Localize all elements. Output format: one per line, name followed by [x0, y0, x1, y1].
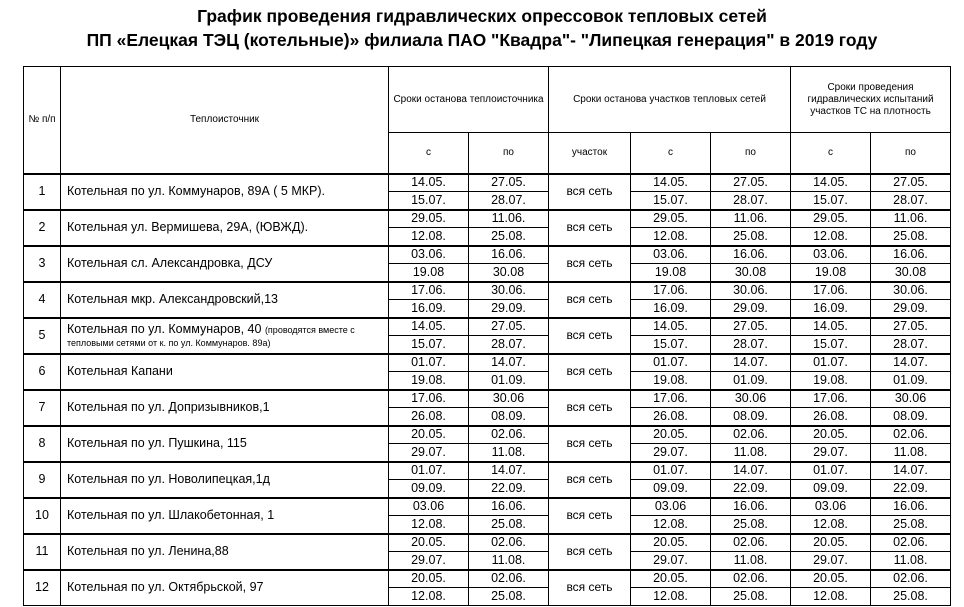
test-to: 22.09. — [871, 480, 951, 498]
source-stop-from: 12.08. — [389, 516, 469, 534]
section-stop-to: 30.06. — [711, 282, 791, 300]
section-cell: вся сеть — [549, 498, 631, 534]
section-stop-to: 02.06. — [711, 426, 791, 444]
section-stop-from: 14.05. — [631, 174, 711, 192]
source-stop-from: 14.05. — [389, 318, 469, 336]
source-stop-from: 29.05. — [389, 210, 469, 228]
test-from: 16.09. — [791, 300, 871, 318]
section-stop-to: 11.08. — [711, 444, 791, 462]
section-stop-from: 15.07. — [631, 336, 711, 354]
section-cell: вся сеть — [549, 390, 631, 426]
source-name — [61, 570, 389, 606]
test-to: 14.07. — [871, 354, 951, 372]
section-stop-to: 30.06 — [711, 390, 791, 408]
page-title: График проведения гидравлических опрессовок тепловых сетей — [197, 6, 767, 26]
source-name-text: Котельная мкр. Александровский,13 — [67, 292, 278, 306]
row-number: 10 — [24, 498, 61, 534]
test-to: 29.09. — [871, 300, 951, 318]
section-stop-from: 19.08 — [631, 264, 711, 282]
section-cell: вся сеть — [549, 318, 631, 354]
source-stop-from: 20.05. — [389, 534, 469, 552]
source-name-text: Котельная по ул. Шлакобетонная, 1 — [67, 508, 275, 522]
section-stop-from: 03.06 — [631, 498, 711, 516]
section-stop-from: 12.08. — [631, 588, 711, 606]
table-row — [24, 210, 951, 228]
header-to: по — [469, 133, 549, 174]
section-stop-to: 02.06. — [711, 534, 791, 552]
source-stop-to: 11.06. — [469, 210, 549, 228]
section-stop-from: 29.07. — [631, 444, 711, 462]
source-name — [61, 534, 389, 570]
test-from: 14.05. — [791, 318, 871, 336]
test-from: 20.05. — [791, 570, 871, 588]
table-row — [24, 498, 951, 516]
source-stop-to: 25.08. — [469, 588, 549, 606]
source-stop-to: 28.07. — [469, 336, 549, 354]
section-stop-from: 09.09. — [631, 480, 711, 498]
source-stop-from: 09.09. — [389, 480, 469, 498]
source-note: (проводятся вместе с тепловыми сетями от к. по ул. Коммунаров. 89а) — [67, 324, 355, 348]
test-from: 09.09. — [791, 480, 871, 498]
source-name — [61, 210, 389, 246]
row-number: 4 — [24, 282, 61, 318]
test-to: 30.06 — [871, 390, 951, 408]
test-to: 27.05. — [871, 174, 951, 192]
test-to: 02.06. — [871, 570, 951, 588]
header-stop-source: Сроки останова теплоисточника — [389, 67, 549, 133]
source-stop-from: 19.08. — [389, 372, 469, 390]
test-from: 14.05. — [791, 174, 871, 192]
table-row — [24, 534, 951, 552]
source-stop-from: 15.07. — [389, 336, 469, 354]
section-stop-to: 25.08. — [711, 516, 791, 534]
source-stop-from: 15.07. — [389, 192, 469, 210]
section-stop-to: 29.09. — [711, 300, 791, 318]
section-stop-to: 27.05. — [711, 318, 791, 336]
section-stop-from: 15.07. — [631, 192, 711, 210]
row-number: 1 — [24, 174, 61, 210]
row-number: 7 — [24, 390, 61, 426]
row-number: 11 — [24, 534, 61, 570]
header-source: Теплоисточник — [61, 67, 389, 174]
source-stop-to: 30.08 — [469, 264, 549, 282]
test-from: 20.05. — [791, 534, 871, 552]
source-stop-to: 08.09. — [469, 408, 549, 426]
section-stop-from: 17.06. — [631, 390, 711, 408]
source-stop-from: 20.05. — [389, 426, 469, 444]
header-num: № п/п — [24, 67, 61, 174]
source-name — [61, 354, 389, 390]
source-stop-from: 01.07. — [389, 354, 469, 372]
test-from: 19.08 — [791, 264, 871, 282]
test-to: 28.07. — [871, 192, 951, 210]
source-stop-to: 27.05. — [469, 318, 549, 336]
test-to: 25.08. — [871, 228, 951, 246]
section-cell: вся сеть — [549, 426, 631, 462]
section-stop-to: 30.08 — [711, 264, 791, 282]
source-stop-to: 25.08. — [469, 516, 549, 534]
row-number: 6 — [24, 354, 61, 390]
test-from: 26.08. — [791, 408, 871, 426]
source-name-text: Котельная по ул. Коммунаров, 40 — [67, 321, 262, 336]
header-from: с — [389, 133, 469, 174]
section-cell: вся сеть — [549, 246, 631, 282]
source-name-text: Котельная по ул. Новолипецкая,1д — [67, 472, 270, 486]
header-to: по — [711, 133, 791, 174]
section-stop-to: 11.06. — [711, 210, 791, 228]
source-stop-to: 22.09. — [469, 480, 549, 498]
section-stop-to: 25.08. — [711, 228, 791, 246]
table-row — [24, 354, 951, 372]
source-stop-to: 16.06. — [469, 246, 549, 264]
source-stop-from: 01.07. — [389, 462, 469, 480]
source-stop-from: 17.06. — [389, 390, 469, 408]
test-to: 25.08. — [871, 588, 951, 606]
table-row — [24, 390, 951, 408]
section-stop-from: 12.08. — [631, 228, 711, 246]
test-to: 08.09. — [871, 408, 951, 426]
source-stop-to: 14.07. — [469, 462, 549, 480]
test-to: 11.06. — [871, 210, 951, 228]
source-name — [61, 390, 389, 426]
test-from: 29.07. — [791, 444, 871, 462]
section-stop-to: 16.06. — [711, 498, 791, 516]
test-to: 14.07. — [871, 462, 951, 480]
section-stop-from: 29.07. — [631, 552, 711, 570]
test-to: 02.06. — [871, 426, 951, 444]
source-stop-from: 19.08 — [389, 264, 469, 282]
test-from: 17.06. — [791, 390, 871, 408]
source-name-text: Котельная сл. Александровка, ДСУ — [67, 256, 273, 270]
section-stop-from: 14.05. — [631, 318, 711, 336]
section-stop-to: 28.07. — [711, 336, 791, 354]
table-body — [24, 174, 951, 606]
test-from: 12.08. — [791, 516, 871, 534]
page-subtitle: ПП «Елецкая ТЭЦ (котельные)» филиала ПАО "Квадра"- "Липецкая генерация" в 2019 году — [86, 30, 878, 50]
section-stop-from: 12.08. — [631, 516, 711, 534]
table-row — [24, 282, 951, 300]
test-from: 03.06 — [791, 498, 871, 516]
test-to: 27.05. — [871, 318, 951, 336]
section-stop-to: 08.09. — [711, 408, 791, 426]
row-number: 5 — [24, 318, 61, 354]
source-name-text: Котельная по ул. Пушкина, 115 — [67, 436, 247, 450]
section-stop-from: 16.09. — [631, 300, 711, 318]
section-cell: вся сеть — [549, 282, 631, 318]
source-stop-from: 26.08. — [389, 408, 469, 426]
test-to: 01.09. — [871, 372, 951, 390]
section-cell: вся сеть — [549, 462, 631, 498]
source-stop-to: 01.09. — [469, 372, 549, 390]
source-stop-from: 12.08. — [389, 228, 469, 246]
source-name — [61, 318, 389, 354]
test-to: 30.06. — [871, 282, 951, 300]
test-from: 19.08. — [791, 372, 871, 390]
table-row — [24, 426, 951, 444]
source-name — [61, 246, 389, 282]
section-cell: вся сеть — [549, 534, 631, 570]
test-from: 01.07. — [791, 462, 871, 480]
section-cell: вся сеть — [549, 174, 631, 210]
source-stop-to: 02.06. — [469, 426, 549, 444]
row-number: 3 — [24, 246, 61, 282]
source-stop-to: 11.08. — [469, 444, 549, 462]
row-number: 9 — [24, 462, 61, 498]
row-number: 2 — [24, 210, 61, 246]
test-from: 12.08. — [791, 588, 871, 606]
test-to: 16.06. — [871, 498, 951, 516]
section-cell: вся сеть — [549, 570, 631, 606]
section-stop-to: 02.06. — [711, 570, 791, 588]
source-stop-to: 30.06 — [469, 390, 549, 408]
table-row — [24, 570, 951, 588]
section-stop-to: 27.05. — [711, 174, 791, 192]
table-row — [24, 246, 951, 264]
source-name-text: Котельная по ул. Ленина,88 — [67, 544, 229, 558]
header-to: по — [871, 133, 951, 174]
row-number: 12 — [24, 570, 61, 606]
section-stop-to: 11.08. — [711, 552, 791, 570]
source-stop-from: 14.05. — [389, 174, 469, 192]
source-stop-to: 14.07. — [469, 354, 549, 372]
header-section: участок — [549, 133, 631, 174]
source-name — [61, 174, 389, 210]
schedule-table — [23, 66, 951, 606]
source-stop-from: 17.06. — [389, 282, 469, 300]
test-to: 02.06. — [871, 534, 951, 552]
source-stop-to: 11.08. — [469, 552, 549, 570]
header-from: с — [791, 133, 871, 174]
section-stop-from: 19.08. — [631, 372, 711, 390]
source-name — [61, 462, 389, 498]
source-stop-from: 12.08. — [389, 588, 469, 606]
source-stop-from: 20.05. — [389, 570, 469, 588]
test-from: 15.07. — [791, 336, 871, 354]
section-stop-from: 17.06. — [631, 282, 711, 300]
test-to: 30.08 — [871, 264, 951, 282]
source-name-text: Котельная Капани — [67, 364, 173, 378]
source-name — [61, 282, 389, 318]
header-tests: Сроки проведения гидравлических испытаний участков ТС на плотность — [791, 67, 951, 133]
source-stop-from: 03.06. — [389, 246, 469, 264]
section-stop-from: 20.05. — [631, 426, 711, 444]
source-name-text: Котельная по ул. Допризывников,1 — [67, 400, 270, 414]
header-stop-sections: Сроки останова участков тепловых сетей — [549, 67, 791, 133]
source-name-text: Котельная ул. Вермишева, 29А, (ЮВЖД). — [67, 220, 309, 234]
section-stop-from: 01.07. — [631, 354, 711, 372]
test-to: 11.08. — [871, 444, 951, 462]
test-from: 29.05. — [791, 210, 871, 228]
source-stop-from: 16.09. — [389, 300, 469, 318]
source-stop-from: 29.07. — [389, 552, 469, 570]
section-stop-to: 14.07. — [711, 462, 791, 480]
section-stop-to: 14.07. — [711, 354, 791, 372]
source-stop-from: 29.07. — [389, 444, 469, 462]
source-stop-to: 27.05. — [469, 174, 549, 192]
test-to: 16.06. — [871, 246, 951, 264]
section-cell: вся сеть — [549, 210, 631, 246]
section-stop-from: 29.05. — [631, 210, 711, 228]
source-stop-to: 16.06. — [469, 498, 549, 516]
section-stop-from: 01.07. — [631, 462, 711, 480]
test-from: 29.07. — [791, 552, 871, 570]
test-from: 17.06. — [791, 282, 871, 300]
section-cell: вся сеть — [549, 354, 631, 390]
source-stop-to: 29.09. — [469, 300, 549, 318]
source-name-text: Котельная по ул. Коммунаров, 89А ( 5 МКР). — [67, 184, 325, 198]
test-to: 11.08. — [871, 552, 951, 570]
section-stop-from: 26.08. — [631, 408, 711, 426]
test-from: 01.07. — [791, 354, 871, 372]
source-stop-to: 02.06. — [469, 570, 549, 588]
table-row — [24, 318, 951, 336]
test-to: 25.08. — [871, 516, 951, 534]
section-stop-to: 01.09. — [711, 372, 791, 390]
table-row — [24, 462, 951, 480]
section-stop-to: 25.08. — [711, 588, 791, 606]
section-stop-from: 20.05. — [631, 534, 711, 552]
row-number: 8 — [24, 426, 61, 462]
source-stop-to: 30.06. — [469, 282, 549, 300]
test-from: 12.08. — [791, 228, 871, 246]
test-from: 20.05. — [791, 426, 871, 444]
section-stop-from: 03.06. — [631, 246, 711, 264]
source-name-text: Котельная по ул. Октябрьской, 97 — [67, 580, 264, 594]
section-stop-to: 22.09. — [711, 480, 791, 498]
test-to: 28.07. — [871, 336, 951, 354]
source-name — [61, 498, 389, 534]
test-from: 03.06. — [791, 246, 871, 264]
source-stop-from: 03.06 — [389, 498, 469, 516]
source-name — [61, 426, 389, 462]
section-stop-to: 28.07. — [711, 192, 791, 210]
source-stop-to: 02.06. — [469, 534, 549, 552]
section-stop-to: 16.06. — [711, 246, 791, 264]
test-from: 15.07. — [791, 192, 871, 210]
header-from: с — [631, 133, 711, 174]
section-stop-from: 20.05. — [631, 570, 711, 588]
source-stop-to: 28.07. — [469, 192, 549, 210]
source-stop-to: 25.08. — [469, 228, 549, 246]
table-row — [24, 174, 951, 192]
